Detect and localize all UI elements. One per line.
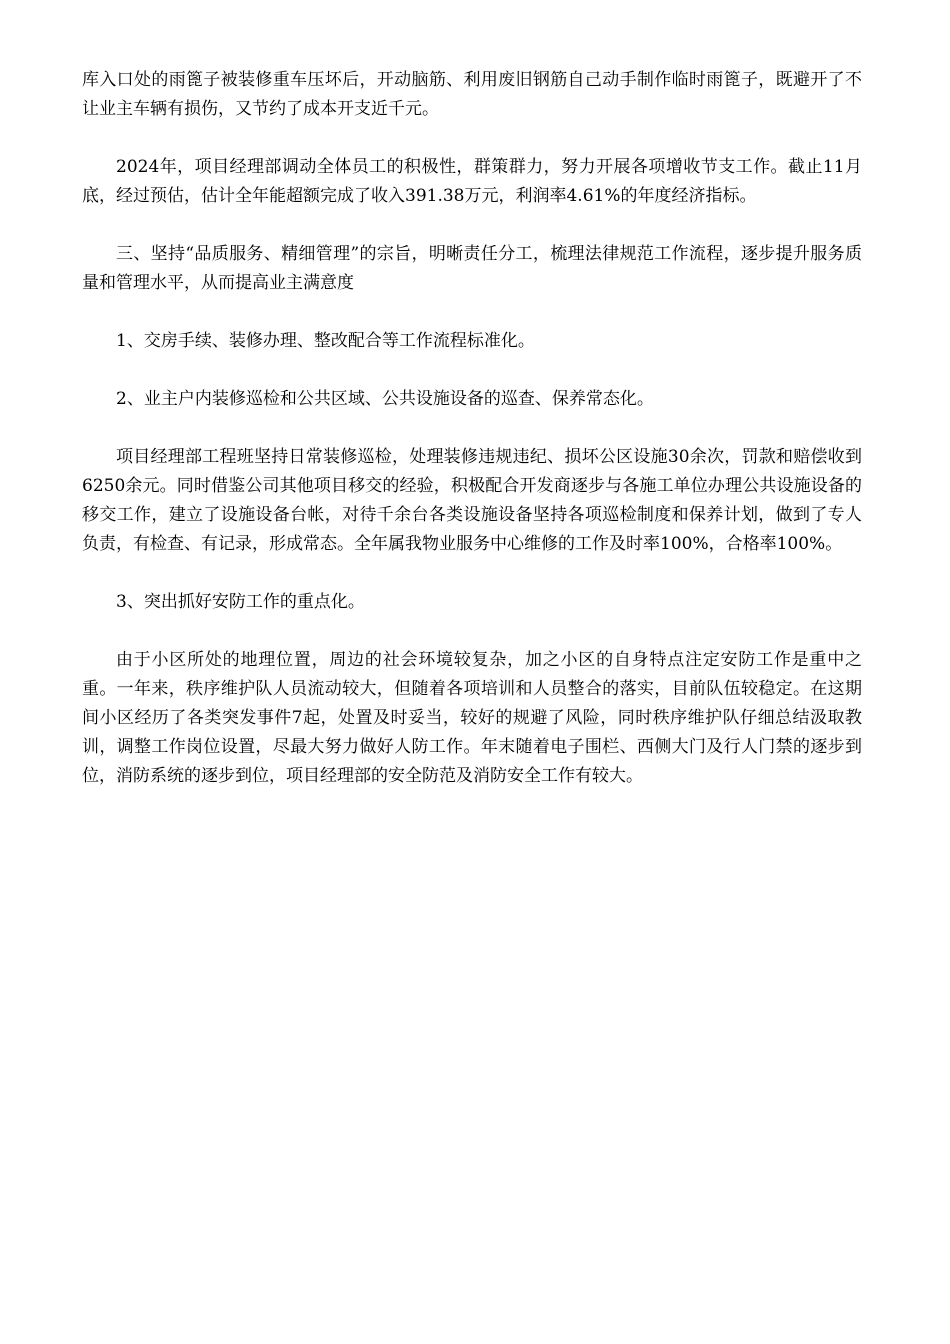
list-item-2: 2、业主户内装修巡检和公共区域、公共设施设备的巡查、保养常态化。 xyxy=(116,389,654,409)
paragraph-2: 2024年，项目经理部调动全体员工的积极性，群策群力，努力开展各项增收节支工作。截止11月底，经过预估，估计全年能超额完成了收入391.38万元，利润率4.61%的年度经济指标。 xyxy=(82,157,862,206)
list-item-1: 1、交房手续、装修办理、整改配合等工作流程标准化。 xyxy=(116,331,535,351)
paragraph-security: 由于小区所处的地理位置，周边的社会环境较复杂，加之小区的自身特点注定安防工作是重中之重。一年来，秩序维护队人员流动较大，但随着各项培训和人员整合的落实，目前队伍较稳定。在这期间小区经历了各类突发事件7起，处置及时妥当，较好的规避了风险，同时秩序维护队仔细总结汲取教训，调整工作岗位设置，尽最大努力做好人防工作。年末随着电子围栏、西侧大门及行人门禁的逐步到位，消防系统的逐步到位，项目经理部的安全防范及消防安全工作有较大。 xyxy=(82,650,862,786)
list-item-3: 3、突出抓好安防工作的重点化。 xyxy=(116,592,365,612)
document-body xyxy=(82,66,862,820)
paragraph-engineering: 项目经理部工程班坚持日常装修巡检，处理装修违规违纪、损坏公区设施30余次，罚款和赔偿收到6250余元。同时借鉴公司其他项目移交的经验，积极配合开发商逐步与各施工单位办理公共设施设备的移交工作，建立了设施设备台帐，对待千余台各类设施设备坚持各项巡检制度和保养计划，做到了专人负责，有检查、有记录，形成常态。全年属我物业服务中心维修的工作及时率100%，合格率100%。 xyxy=(82,447,862,554)
paragraph-1: 库入口处的雨篦子被装修重车压坏后，开动脑筋、利用废旧钢筋自己动手制作临时雨篦子，既避开了不让业主车辆有损伤，又节约了成本开支近千元。 xyxy=(82,70,862,119)
section-heading-3: 三、坚持“品质服务、精细管理”的宗旨，明晰责任分工，梳理法律规范工作流程，逐步提升服务质量和管理水平，从而提高业主满意度 xyxy=(82,244,862,293)
